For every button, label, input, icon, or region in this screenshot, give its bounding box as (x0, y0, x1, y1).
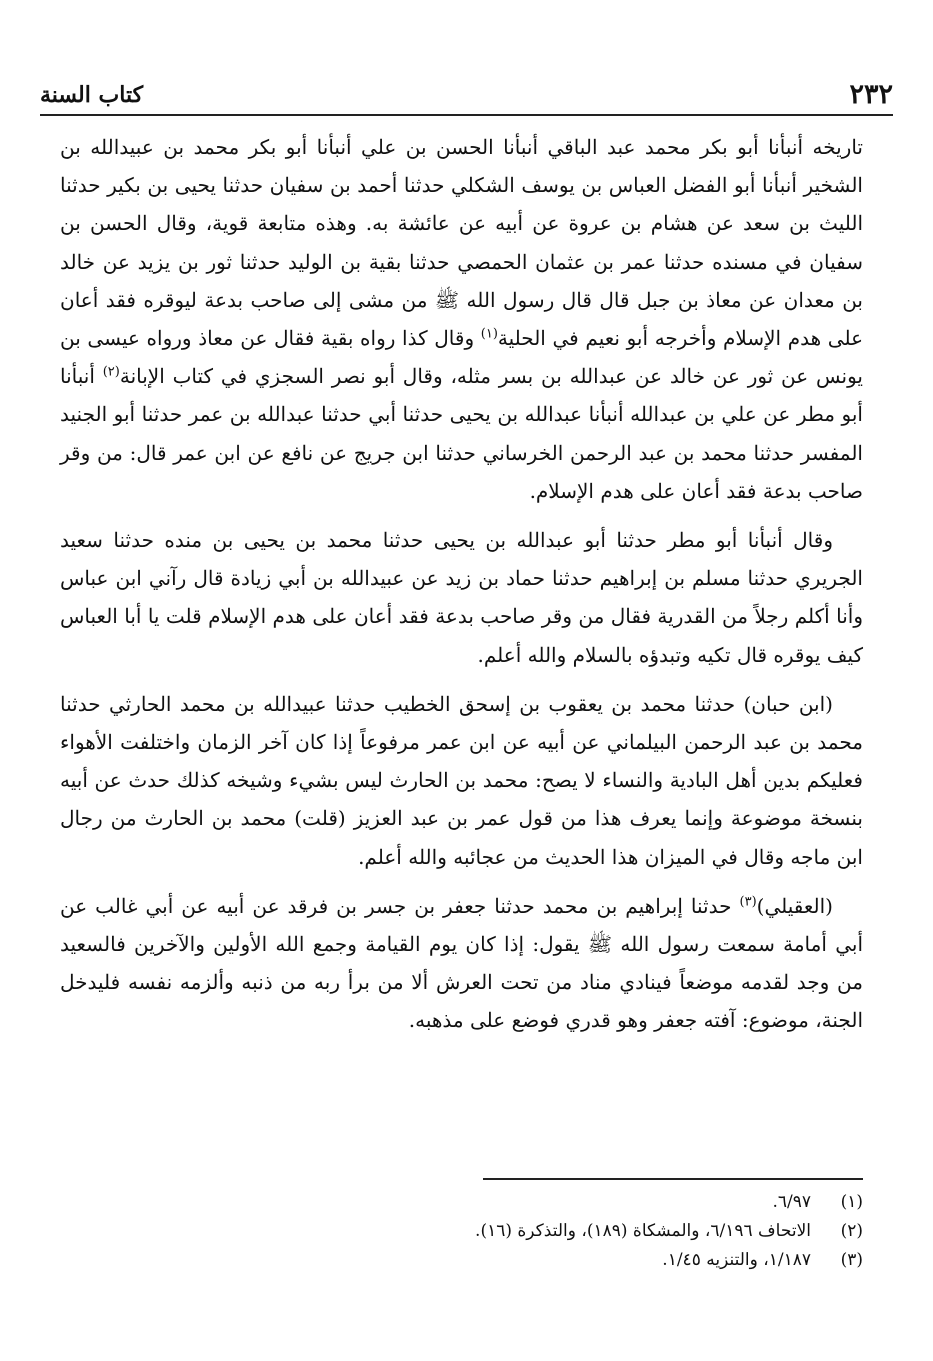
paragraph-text: (العقيلي) (756, 893, 833, 918)
paragraph-text: وقال أنبأنا أبو مطر حدثنا أبو عبدالله بن يحيى حدثنا محمد بن يحيى بن منده حدثنا سعيد الجريري حدثنا مسلم بن إبراهيم حدثنا حماد بن زيد عن عبيدالله بن أبي زيادة قال رآني ابن عباس وأنا أكلم رجلاً من القدرية فقال من وقر صاحب بدعة فقد أعان على هدم الإسلام قلت يا أبا العباس كيف يوقره قال تكيه وتبدؤه بالسلام والله أعلم. (60, 528, 863, 667)
paragraph-text: تاريخه أنبأنا أبو بكر محمد عبد الباقي أنبأنا الحسن بن علي أنبأنا أبو بكر محمد بن عبيدالله بن الشخير أنبأنا أبو الفضل العباس بن يوسف الشكلي حدثنا أحمد بن سفيان حدثنا يحيى بن بكير حدثنا الليث بن سعد عن هشام بن عروة عن أبيه عن عائشة به. وهذه متابعة قوية، وقال الحسن بن سفيان في مسنده حدثنا عمر بن عثمان الحمصي حدثنا بقية بن الوليد حدثنا ثور بن يزيد عن خالد بن معدان عن معاذ بن جبل قال قال رسول الله ﷺ من مشى إلى صاحب بدعة ليوقره فقد أعان على هدم الإسلام وأخرجه أبو نعيم في الحلية (60, 135, 864, 351)
paragraph-text: (ابن حبان) حدثنا محمد بن يعقوب بن إسحق الخطيب حدثنا عبيدالله بن محمد الحارثي حدثنا محمد بن عبد الرحمن البيلماني عن أبيه عن ابن عمر مرفوعاً إذا كان آخر الزمان واختلفت الأهواء فعليكم بدين أهل البادية والنساء لا يصح: محمد بن الحارث ليس بشيء وشيخه كذلك حدث عن أبيه بنسخة موضوعة وإنما يعرف هذا من قول عمر بن عبد العزيز (قلت) محمد بن الحارث من رجال ابن ماجه وقال في الميزان هذا الحديث من عجائبه والله أعلم. (60, 691, 863, 869)
footnote-text: الاتحاف ٦/١٩٦، والمشكاة (١٨٩)، والتذكرة (١٦). (475, 1221, 811, 1241)
page-header (40, 70, 893, 116)
paragraph-text: وقال كذا رواه بقية فقال عن معاذ ورواه عيسى بن يونس عن ثور عن خالد عن عبدالله بن بسر مثله، وقال أبو نصر السجزي في كتاب الإبانة (60, 326, 863, 389)
footnote-reference: (٣) (739, 894, 757, 910)
footnote-text: ٦/٩٧. (772, 1192, 811, 1212)
footnote-reference: (١) (480, 326, 498, 342)
footnote (60, 1188, 863, 1217)
paragraph (60, 128, 863, 510)
footnote (60, 1217, 863, 1246)
book-title: كتاب السنة (40, 82, 144, 108)
footnote-number: (٢) (840, 1221, 863, 1241)
footnote (60, 1246, 863, 1275)
paragraph (60, 685, 863, 876)
footnote-text: ١/١٨٧، والتنزيه ١/٤٥. (662, 1250, 811, 1270)
footnotes (60, 1188, 863, 1275)
paragraph-text: أنبأنا أبو مطر عن علي بن عبدالله أنبأنا عبدالله بن يحيى حدثنا أبي حدثنا عبدالله بن عمر حدثنا أبو الجنيد المفسر حدثنا محمد بن عبد الرحمن الخرساني حدثنا ابن جريج عن نافع عن ابن عمر قال: من وقر صاحب بدعة فقد أعان على هدم الإسلام. (60, 364, 863, 503)
paragraph (60, 887, 863, 1040)
footnote-divider (483, 1178, 863, 1180)
page-number: ٢٣٢ (849, 79, 893, 110)
paragraph (60, 521, 863, 674)
footnote-number: (١) (840, 1192, 863, 1212)
body-text (60, 128, 863, 1051)
paragraph-text: حدثنا إبراهيم بن محمد حدثنا جعفر بن جسر بن فرقد عن أبيه عن أبي غالب عن أبي أمامة سمعت رسول الله ﷺ يقول: إذا كان يوم القيامة وجمع الله الأولين والآخرين فالسعيد من وجد لقدمه موضعاً فينادي مناد من تحت العرش ألا من برأ ربه من ذنبه وألزمه نفسه فليدخل الجنة، موضوع: آفته جعفر وهو قدري فوضع على مذهبه. (60, 893, 863, 1033)
footnote-reference: (٢) (102, 364, 120, 380)
footnote-number: (٣) (840, 1250, 863, 1270)
